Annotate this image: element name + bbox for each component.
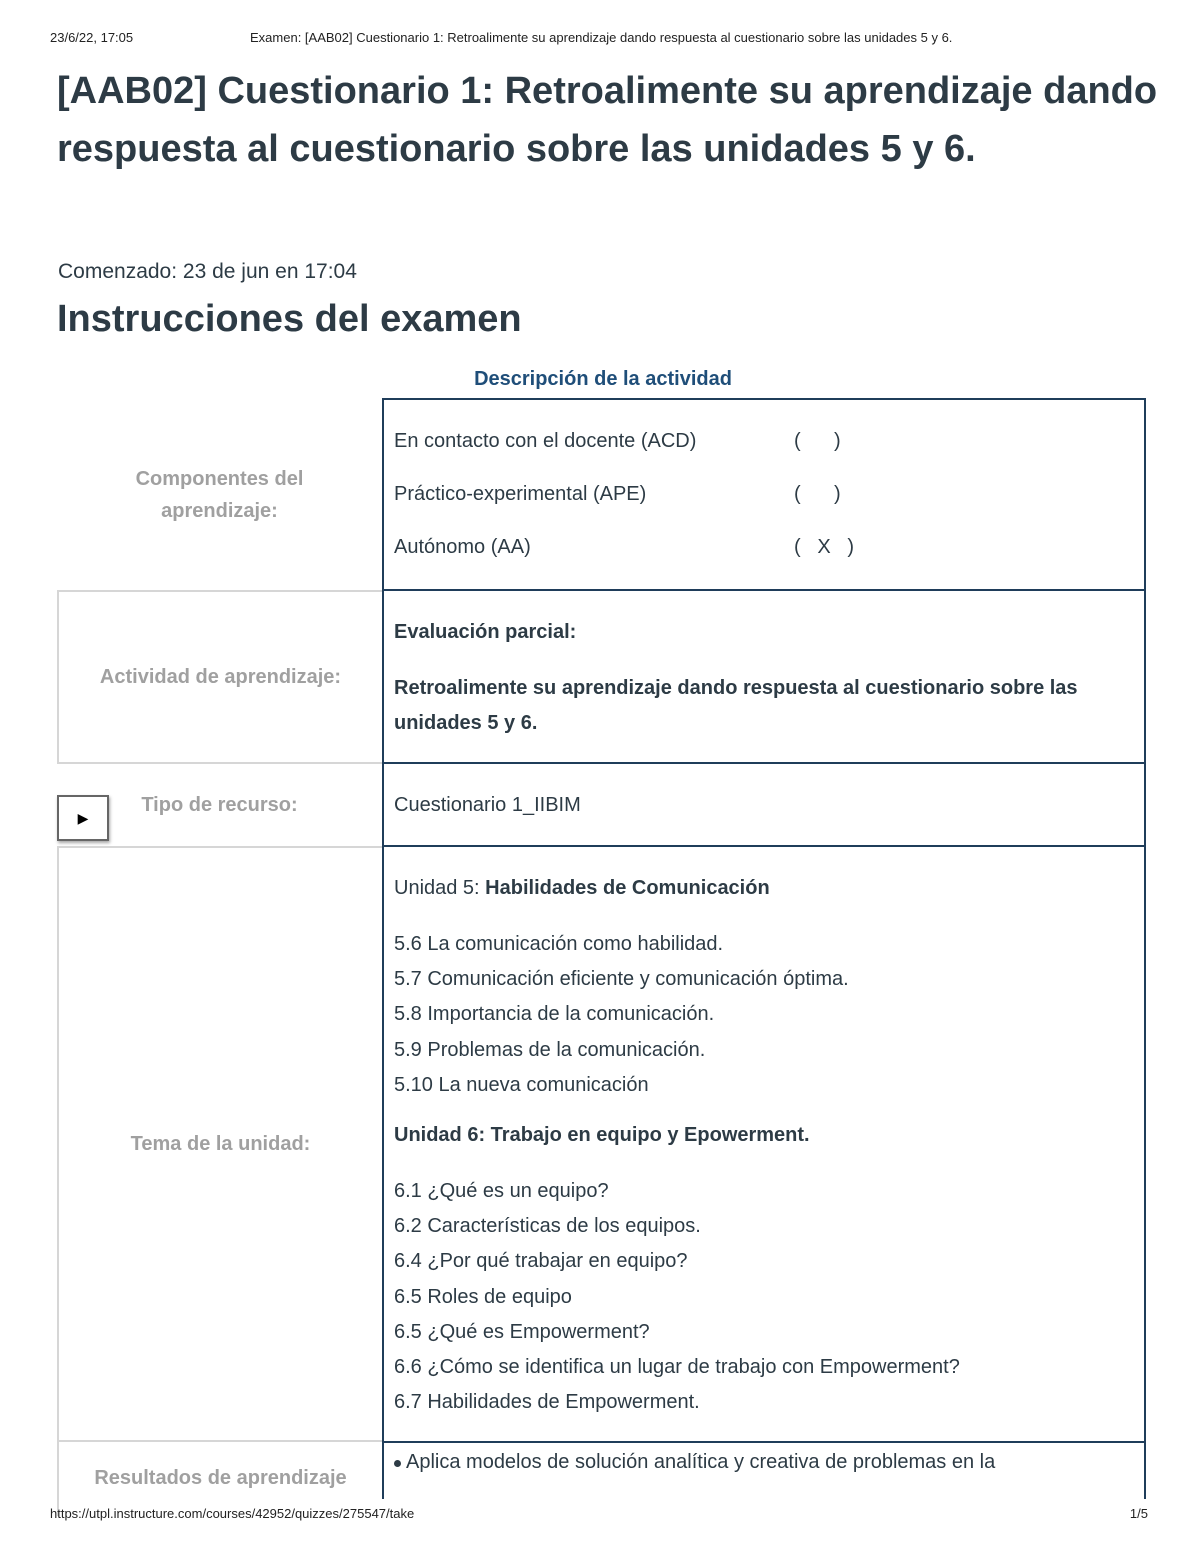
outcomes-cell [382, 1441, 1146, 1499]
instructions-heading: Instrucciones del examen [57, 298, 522, 340]
activity-heading: Evaluación parcial: [394, 621, 577, 643]
activity-label: Actividad de aprendizaje: [57, 590, 382, 764]
list-item: 6.6 ¿Cómo se identifica un lugar de trabajo con Empowerment? [394, 1356, 960, 1379]
unit5-heading: Unidad 5: Habilidades de Comunicación [394, 877, 770, 899]
list-item: 5.10 La nueva comunicación [394, 1073, 649, 1096]
print-header [50, 30, 1150, 50]
print-date: 23/6/22, 17:05 [50, 30, 134, 45]
components-cell [382, 398, 1146, 590]
list-item: 5.7 Comunicación eficiente y comunicación óptima. [394, 968, 849, 991]
activity-text: Retroalimente su aprendizaje dando respuesta al cuestionario sobre las unidades 5 y 6. [394, 677, 1078, 734]
outcome-bullet: Aplica modelos de solución analítica y creativa de problemas en la [406, 1451, 996, 1473]
unit5-list [394, 927, 849, 1103]
page-number: 1/5 [1129, 1506, 1148, 1521]
print-footer [50, 1506, 1148, 1526]
list-item: 6.5 Roles de equipo [394, 1285, 572, 1308]
component-row: En contacto con el docente (ACD) ( ) [394, 430, 841, 452]
list-item: 5.6 La comunicación como habilidad. [394, 933, 724, 955]
list-item: 6.1 ¿Qué es un equipo? [394, 1180, 609, 1202]
table-caption: Descripción de la actividad [474, 368, 732, 390]
list-item: 6.5 ¿Qué es Empowerment? [394, 1320, 650, 1343]
play-button[interactable] [57, 795, 109, 841]
print-url: https://utpl.instructure.com/courses/42952/quizzes/275547/take [50, 1506, 415, 1521]
list-item: 6.7 Habilidades de Empowerment. [394, 1391, 700, 1414]
print-doc-title: Examen: [AAB02] Cuestionario 1: Retroalimente su aprendizaje dando respuesta al cuestionario sobre las unidades 5 y 6. [250, 30, 953, 45]
unit-topic-cell [382, 845, 1146, 1442]
activity-cell [382, 589, 1146, 763]
component-row: Autónomo (AA) ( X ) [394, 536, 854, 558]
list-item: 5.9 Problemas de la comunicación. [394, 1038, 706, 1061]
play-icon: ▶ [77, 809, 89, 826]
quiz-title: [AAB02] Cuestionario 1: Retroalimente su aprendizaje dando respuesta al cuestionario sobre las unidades 5 y 6. [57, 70, 1158, 170]
list-item: 6.4 ¿Por qué trabajar en equipo? [394, 1250, 688, 1273]
unit6-heading: Unidad 6: Trabajo en equipo y Epowerment. [394, 1124, 810, 1146]
list-item: 6.2 Características de los equipos. [394, 1215, 701, 1238]
component-row: Práctico-experimental (APE) ( ) [394, 483, 841, 505]
started-timestamp: Comenzado: 23 de jun en 17:04 [58, 260, 357, 283]
resource-value: Cuestionario 1_IIBIM [394, 794, 581, 816]
resource-label: Tipo de recurso: [141, 794, 298, 816]
unit6-list [394, 1174, 960, 1420]
resource-cell [382, 762, 1146, 846]
unit-topic-label: Tema de la unidad: [57, 846, 382, 1442]
list-item: 5.8 Importancia de la comunicación. [394, 1003, 715, 1026]
outcomes-label: Resultados de aprendizaje [57, 1442, 382, 1516]
components-label: Componentes del aprendizaje: [135, 468, 304, 522]
